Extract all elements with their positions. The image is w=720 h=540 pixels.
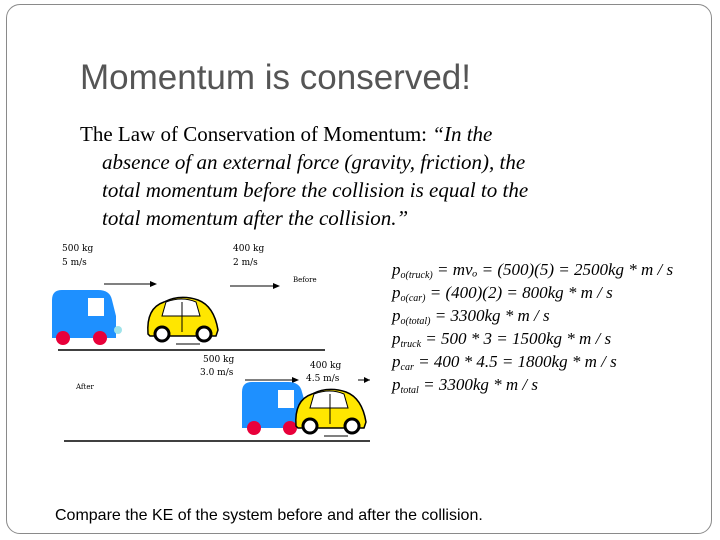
law-quote-start: “In the: [432, 122, 493, 146]
eq-subscript: truck: [400, 339, 422, 350]
eq-subscript: car: [400, 362, 414, 373]
after-truck-speed: 3.0 m/s: [200, 368, 234, 378]
before-truck: [52, 290, 122, 345]
eq-rhs: = 3300kg * m / s: [430, 306, 550, 325]
before-car-mass: 400 kg: [233, 244, 265, 254]
law-line-4: total momentum after the collision.”: [102, 206, 409, 230]
eq-subscript: o(truck): [400, 270, 433, 281]
equation-row: [392, 373, 673, 396]
eq-subscript: o(total): [400, 316, 431, 327]
slide-title: Momentum is conserved!: [80, 58, 471, 97]
after-car-arrow: [358, 377, 370, 383]
eq-rhs: = 400 * 4.5 = 1800kg * m / s: [413, 352, 617, 371]
before-label: Before: [293, 276, 317, 284]
after-car: [296, 389, 366, 436]
after-truck-mass: 500 kg: [203, 355, 235, 365]
after-car-speed: 4.5 m/s: [306, 374, 340, 384]
before-truck-mass: 500 kg: [62, 244, 94, 254]
eq-subscript: o(car): [400, 293, 426, 304]
eq-symbol: p: [392, 260, 401, 279]
law-line-3: total momentum before the collision is equal to the: [102, 178, 529, 202]
eq-rhs: = 3300kg * m / s: [418, 375, 538, 394]
law-line-1: [80, 120, 680, 148]
before-car-speed: 2 m/s: [233, 258, 258, 268]
before-car-arrow: [230, 283, 280, 289]
law-statement: [80, 120, 680, 232]
law-line-2: absence of an external force (gravity, friction), the: [102, 150, 526, 174]
law-lead: The Law of Conservation of Momentum:: [80, 122, 433, 146]
footer-question: Compare the KE of the system before and after the collision.: [55, 507, 483, 524]
after-car-mass: 400 kg: [310, 361, 342, 371]
eq-symbol: p: [392, 329, 401, 348]
equation-row: [392, 258, 673, 281]
eq-rhs: = 500 * 3 = 1500kg * m / s: [421, 329, 612, 348]
equation-row: [392, 327, 673, 350]
equation-row: [392, 281, 673, 304]
equation-row: [392, 350, 673, 373]
before-truck-speed: 5 m/s: [62, 258, 87, 268]
eq-symbol: p: [392, 352, 401, 371]
after-label: After: [76, 383, 94, 391]
equation-row: [392, 304, 673, 327]
eq-symbol: p: [392, 375, 401, 394]
eq-symbol: p: [392, 283, 401, 302]
eq-subscript: total: [400, 385, 419, 396]
eq-rhs: = (400)(2) = 800kg * m / s: [425, 283, 613, 302]
eq-symbol: p: [392, 306, 401, 325]
momentum-equations: [392, 258, 673, 396]
before-truck-arrow: [104, 281, 157, 287]
before-car: [148, 297, 218, 344]
eq-rhs: = mvₒ = (500)(5) = 2500kg * m / s: [432, 260, 674, 279]
collision-diagram: [40, 238, 370, 448]
